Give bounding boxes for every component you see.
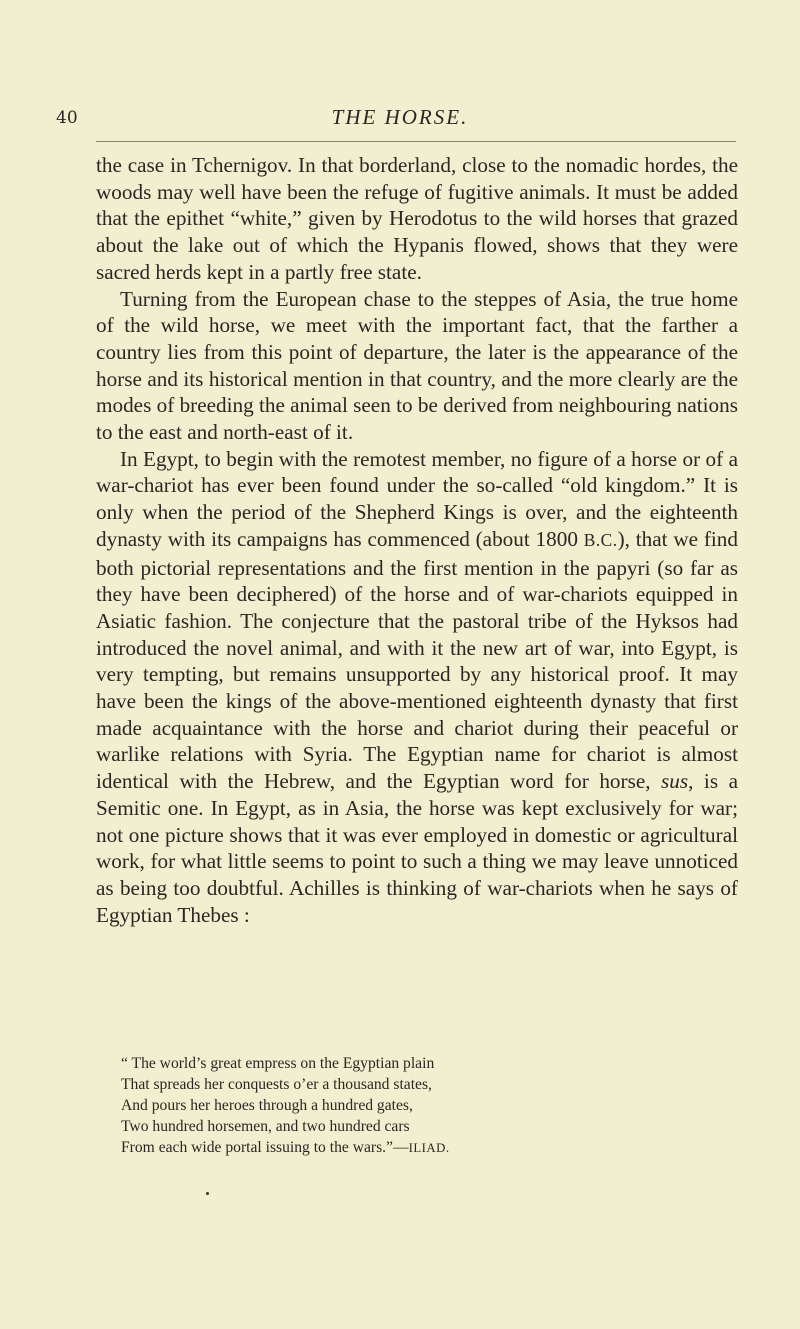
paragraph-3-part-b: ), that we find both pictorial representations and the first mention in the papyri (so far as they have been deciphered) of the horse and of war-chariots equipped in Asiatic fashion. The conjecture that the pastoral tribe of the Hyksos had introduced the novel animal, and with it the new art of war, into Egypt, is very tempting, but remains unsupported by any historical proof. It may have been the kings of the above-mentioned eighteenth dynasty that first made acquaintance with the horse and chariot during their peaceful or warlike relations with Syria. The Egyptian name for chariot is almost identical with the Hebrew, and the Egyptian word for horse, [96, 526, 738, 794]
header-rule [96, 141, 736, 142]
paper-speck [206, 1192, 209, 1195]
paragraph-3 [96, 446, 738, 929]
verse-line-5-text: From each wide portal issuing to the wars.”— [121, 1139, 409, 1156]
page-header [0, 100, 800, 140]
bc-abbreviation: B.C. [583, 530, 618, 550]
page-number: 40 [56, 108, 78, 128]
italic-word-sus: sus [661, 769, 689, 794]
verse-line-2: That spreads her conquests o’er a thousand states, [121, 1076, 432, 1093]
verse-line-3: And pours her heroes through a hundred gates, [121, 1097, 413, 1114]
paragraph-2: Turning from the European chase to the steppes of Asia, the true home of the wild horse, we meet with the important fact, that the farther a country lies from this point of departure, the later is the appearance of the horse and its historical mention in that country, and the more clearly are the modes of breeding the animal seen to be derived from neighbouring nations to the east and north-east of it. [96, 286, 738, 445]
verse-quotation [121, 1053, 721, 1159]
verse-source: ILIAD. [408, 1141, 450, 1155]
verse-line-1: “ The world’s great empress on the Egyptian plain [121, 1055, 435, 1072]
paragraph-3-part-c: , is a Semitic one. In Egypt, as in Asia, the horse was kept exclusively for war; not one picture shows that it was ever employed in domestic or agricultural work, for what little seems to point to such a thing we may leave unnoticed as being too doubtful. Achilles is thinking of war-chariots when he says of Egyptian Thebes : [96, 769, 738, 927]
verse-line-4: Two hundred horsemen, and two hundred cars [121, 1118, 410, 1135]
paragraph-3-part-a: In Egypt, to begin with the remotest member, no figure of a horse or of a war-chariot has ever been found under the so-called “old kingdom.” It is only when the period of the Shepherd Kings is over, and the eighteenth dynasty with its campaigns has commenced (about 1800 [96, 446, 738, 551]
body-text [96, 152, 738, 928]
verse-line-5 [121, 1137, 721, 1159]
paragraph-1: the case in Tchernigov. In that borderland, close to the nomadic hordes, the woods may well have been the refuge of fugitive animals. It must be added that the epithet “white,” given by Herodotus to the wild horses that grazed about the lake out of which the Hypanis flowed, shows that they were sacred herds kept in a partly free state. [96, 153, 738, 284]
running-title: THE HORSE. [331, 105, 469, 129]
